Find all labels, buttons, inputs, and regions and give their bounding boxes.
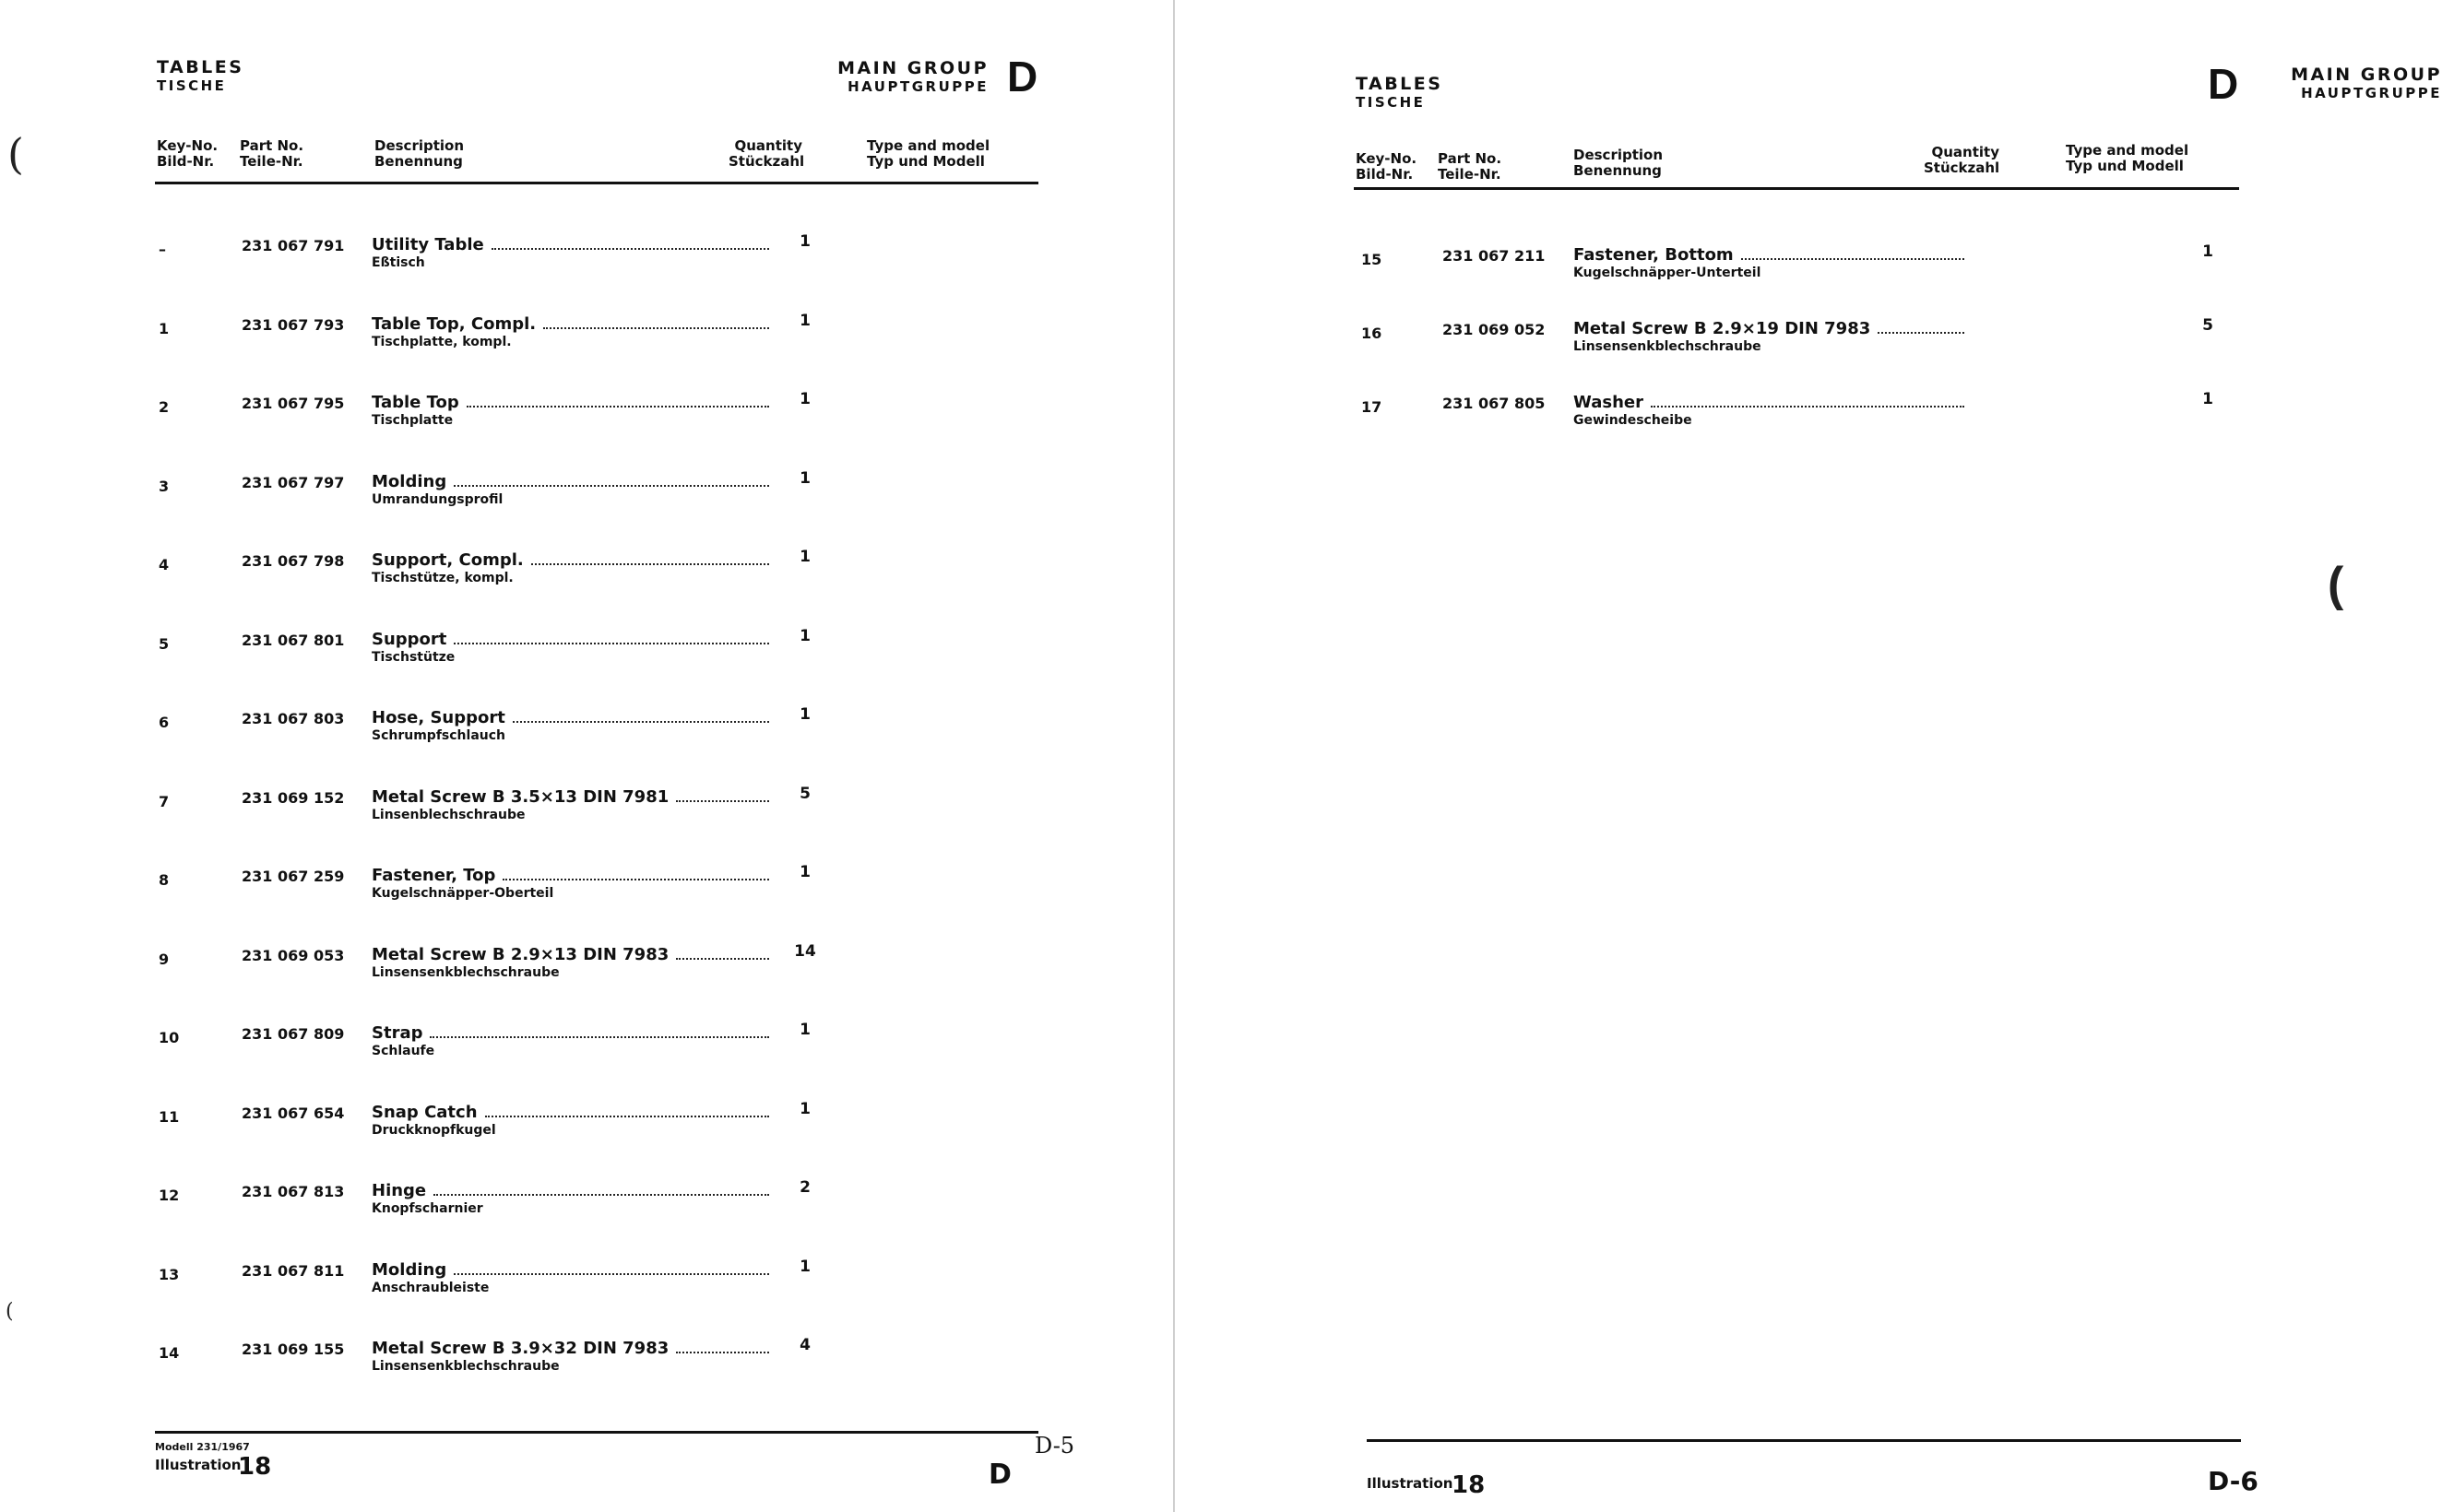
row-description bbox=[372, 314, 775, 334]
row-description-en: Snap Catch bbox=[372, 1102, 478, 1122]
row-description-de: Gewindescheibe bbox=[1573, 413, 1692, 428]
leader-dots bbox=[467, 406, 769, 408]
row-key-number: 7 bbox=[159, 792, 170, 810]
leader-dots bbox=[676, 958, 769, 960]
leader-dots bbox=[676, 1352, 769, 1353]
row-description bbox=[372, 1339, 775, 1358]
row-description-en: Molding bbox=[372, 1259, 447, 1280]
row-description bbox=[372, 787, 775, 807]
row-part-number: 231 067 797 bbox=[242, 473, 345, 491]
row-quantity: 5 bbox=[800, 784, 811, 803]
row-description-de: Anschraubleiste bbox=[372, 1280, 490, 1295]
row-description-de: Tischstütze bbox=[372, 649, 456, 665]
row-description-en: Fastener, Bottom bbox=[1573, 245, 1734, 265]
section-title-en: TABLES bbox=[1356, 74, 1443, 94]
row-key-number: 3 bbox=[159, 477, 170, 495]
row-quantity: 1 bbox=[2202, 242, 2213, 261]
leader-dots bbox=[676, 800, 769, 802]
row-description-en: Table Top, Compl. bbox=[372, 313, 537, 334]
row-description bbox=[372, 1181, 775, 1200]
row-key-number: 12 bbox=[159, 1187, 180, 1204]
row-part-number: 231 067 813 bbox=[242, 1183, 345, 1200]
main-group-de: HAUPTGRUPPE bbox=[848, 78, 989, 95]
col-head-part: Part No. Teile-Nr. bbox=[240, 137, 304, 170]
row-part-number: 231 067 795 bbox=[242, 395, 345, 412]
footer-rule bbox=[155, 1431, 1038, 1434]
main-group-en: MAIN GROUP bbox=[2291, 65, 2442, 85]
col-head-quantity: Quantity Stückzahl bbox=[1924, 144, 2000, 176]
table-row bbox=[0, 1099, 1173, 1140]
page-code: D-6 bbox=[2208, 1466, 2258, 1496]
leader-dots bbox=[513, 721, 769, 723]
row-description-de: Knopfscharnier bbox=[372, 1201, 483, 1216]
row-key-number: 4 bbox=[159, 556, 170, 573]
main-group-letter: D bbox=[2208, 60, 2239, 108]
row-description-en: Support, Compl. bbox=[372, 550, 524, 570]
row-part-number: 231 067 803 bbox=[242, 710, 345, 727]
row-key-number: 2 bbox=[159, 398, 170, 416]
row-description-en: Strap bbox=[372, 1023, 423, 1043]
row-part-number: 231 067 811 bbox=[242, 1261, 345, 1280]
footer-model: Modell 231/1967 bbox=[155, 1441, 250, 1453]
table-row bbox=[0, 784, 1173, 824]
row-key-number: 5 bbox=[159, 634, 170, 653]
row-description bbox=[1573, 393, 1970, 412]
table-row bbox=[0, 1023, 1173, 1060]
row-description-de: Kugelschnäpper-Oberteil bbox=[372, 886, 554, 901]
section-title-en: TABLES bbox=[157, 57, 244, 77]
row-description bbox=[372, 630, 775, 649]
table-row bbox=[0, 311, 1173, 351]
row-part-number: 231 067 793 bbox=[242, 315, 345, 334]
col-head-part: Part No. Teile-Nr. bbox=[1438, 150, 1502, 183]
leader-dots bbox=[454, 1273, 769, 1275]
row-description-de: Kugelschnäpper-Unterteil bbox=[1573, 266, 1761, 280]
row-description-de: Druckknopfkugel bbox=[372, 1122, 496, 1138]
row-quantity: 1 bbox=[2202, 390, 2213, 408]
row-description-en: Metal Screw B 3.5×13 DIN 7981 bbox=[372, 786, 670, 807]
row-quantity: 1 bbox=[800, 626, 811, 645]
row-part-number: 231 069 052 bbox=[1442, 321, 1546, 338]
leader-dots bbox=[503, 879, 769, 880]
leader-dots bbox=[454, 643, 769, 644]
row-description-de: Linsensenkblechschraube bbox=[1573, 339, 1761, 354]
row-key-number: 17 bbox=[1361, 398, 1382, 416]
row-part-number: 231 067 798 bbox=[242, 552, 345, 570]
handwritten-page-code: D-5 bbox=[1035, 1433, 1075, 1459]
leader-dots bbox=[454, 485, 769, 487]
leader-dots bbox=[492, 248, 769, 250]
section-title-de: TISCHE bbox=[1356, 94, 1426, 111]
section-title bbox=[1356, 75, 1442, 112]
row-key-number: 15 bbox=[1361, 251, 1382, 268]
row-quantity: 1 bbox=[800, 468, 811, 488]
row-description-de: Linsensenkblechschraube bbox=[372, 1359, 560, 1374]
row-description bbox=[372, 235, 775, 254]
row-description-de: Eßtisch bbox=[372, 255, 425, 270]
table-row bbox=[0, 468, 1173, 509]
row-part-number: 231 067 809 bbox=[242, 1025, 345, 1043]
footer-illustration-number: 18 bbox=[238, 1453, 272, 1481]
scan-artifact-mark: ( bbox=[2328, 558, 2344, 611]
leader-dots bbox=[430, 1036, 769, 1038]
row-key-number: 16 bbox=[1361, 325, 1382, 342]
row-description bbox=[372, 472, 775, 491]
row-quantity: 1 bbox=[800, 390, 811, 408]
row-description-de: Umrandungsprofil bbox=[372, 491, 504, 507]
row-description-en: Metal Screw B 2.9×19 DIN 7983 bbox=[1573, 319, 1871, 338]
row-quantity: 1 bbox=[800, 1021, 811, 1039]
table-row bbox=[0, 1178, 1173, 1218]
row-key-number: 10 bbox=[159, 1029, 180, 1046]
row-part-number: 231 067 805 bbox=[1442, 395, 1546, 412]
row-description-en: Fastener, Top bbox=[372, 866, 496, 885]
row-part-number: 231 069 152 bbox=[242, 788, 345, 807]
leader-dots bbox=[543, 327, 769, 329]
table-row bbox=[0, 705, 1173, 745]
row-description-de: Linsenblechschraube bbox=[372, 807, 526, 822]
row-part-number: 231 069 053 bbox=[242, 946, 345, 964]
row-description bbox=[1573, 245, 1970, 265]
footer-illustration-label: Illustration bbox=[1367, 1475, 1453, 1492]
row-description-en: Washer bbox=[1573, 393, 1643, 412]
header-rule bbox=[1354, 187, 2239, 190]
row-description bbox=[372, 1103, 775, 1122]
row-description-de: Tischplatte, kompl. bbox=[372, 334, 512, 349]
row-description-de: Schrumpfschlauch bbox=[372, 728, 505, 743]
row-part-number: 231 067 211 bbox=[1442, 247, 1546, 265]
main-group-en: MAIN GROUP bbox=[837, 58, 989, 78]
row-part-number: 231 069 155 bbox=[242, 1341, 345, 1358]
section-title bbox=[157, 58, 243, 95]
row-part-number: 231 067 801 bbox=[242, 631, 345, 649]
scan-artifact-mark: ( bbox=[7, 129, 24, 179]
row-key-number: 11 bbox=[159, 1107, 180, 1126]
row-quantity: 1 bbox=[800, 863, 811, 881]
row-quantity: 1 bbox=[800, 1257, 811, 1276]
row-description-de: Schlaufe bbox=[372, 1044, 435, 1058]
main-group-letter: D bbox=[1007, 53, 1038, 100]
col-head-description: Description Benennung bbox=[374, 137, 465, 170]
leader-dots bbox=[433, 1194, 769, 1196]
leader-dots bbox=[531, 563, 769, 565]
main-group-de: HAUPTGRUPPE bbox=[2301, 85, 2442, 101]
page-right bbox=[1175, 0, 2442, 1512]
leader-dots bbox=[485, 1116, 769, 1117]
table-row bbox=[0, 863, 1173, 903]
scan-artifact-mark: ( bbox=[6, 1300, 14, 1323]
table-row bbox=[0, 941, 1173, 982]
row-description bbox=[372, 393, 775, 412]
row-description-en: Hinge bbox=[372, 1181, 427, 1200]
col-head-type: Type and model Typ und Modell bbox=[867, 137, 990, 170]
row-description-en: Support bbox=[372, 629, 447, 649]
col-head-key: Key-No. Bild-Nr. bbox=[1356, 150, 1417, 183]
row-description bbox=[372, 866, 775, 885]
table-row bbox=[0, 390, 1173, 430]
footer-illustration-label: Illustration bbox=[155, 1457, 242, 1473]
row-description-en: Metal Screw B 3.9×32 DIN 7983 bbox=[372, 1339, 670, 1358]
row-part-number: 231 067 259 bbox=[242, 868, 345, 885]
row-key-number: 6 bbox=[159, 714, 170, 731]
row-quantity: 5 bbox=[2202, 316, 2213, 335]
page-left bbox=[0, 0, 1173, 1512]
table-row bbox=[1175, 242, 2341, 282]
table-row bbox=[0, 1257, 1173, 1297]
row-description-en: Table Top bbox=[372, 393, 459, 412]
table-row bbox=[0, 232, 1173, 272]
row-description bbox=[372, 1023, 775, 1043]
row-quantity: 2 bbox=[800, 1178, 811, 1197]
table-row bbox=[0, 626, 1173, 667]
row-description bbox=[372, 945, 775, 964]
col-head-quantity: Quantity Stückzahl bbox=[729, 137, 805, 170]
col-head-description: Description Benennung bbox=[1573, 147, 1664, 179]
row-description-en: Hose, Support bbox=[372, 708, 505, 727]
col-head-type: Type and model Typ und Modell bbox=[2066, 142, 2189, 174]
row-key-number: 9 bbox=[159, 950, 170, 968]
table-row bbox=[1175, 390, 2341, 430]
row-description bbox=[372, 1260, 775, 1280]
row-key-number: – bbox=[159, 241, 166, 258]
row-part-number: 231 067 791 bbox=[242, 237, 345, 254]
row-description-de: Tischplatte bbox=[372, 413, 454, 428]
row-quantity: 1 bbox=[800, 548, 811, 566]
row-description bbox=[372, 550, 775, 570]
row-description-en: Utility Table bbox=[372, 235, 484, 254]
row-quantity: 1 bbox=[800, 1099, 811, 1118]
leader-dots bbox=[1878, 332, 1964, 334]
row-description bbox=[1573, 319, 1970, 338]
section-title-de: TISCHE bbox=[157, 77, 227, 94]
col-head-key: Key-No. Bild-Nr. bbox=[157, 137, 219, 170]
main-group-label bbox=[830, 59, 989, 96]
row-key-number: 8 bbox=[159, 871, 170, 889]
row-quantity: 1 bbox=[800, 705, 811, 724]
row-quantity: 1 bbox=[800, 232, 811, 251]
leader-dots bbox=[1651, 406, 1964, 408]
row-description-en: Metal Screw B 2.9×13 DIN 7983 bbox=[372, 944, 670, 964]
row-key-number: 13 bbox=[159, 1265, 180, 1283]
leader-dots bbox=[1741, 258, 1964, 260]
table-row bbox=[0, 550, 1173, 587]
row-part-number: 231 067 654 bbox=[242, 1104, 345, 1122]
page-code: D bbox=[989, 1459, 1012, 1491]
row-description bbox=[372, 708, 775, 727]
table-row bbox=[1175, 316, 2341, 356]
row-key-number: 1 bbox=[159, 319, 170, 337]
footer-rule bbox=[1367, 1439, 2241, 1442]
table-row bbox=[0, 1336, 1173, 1376]
row-key-number: 14 bbox=[159, 1344, 180, 1362]
row-description-de: Linsensenkblechschraube bbox=[372, 964, 560, 980]
row-quantity: 1 bbox=[800, 311, 811, 330]
header-rule bbox=[155, 182, 1038, 184]
footer-illustration-number: 18 bbox=[1452, 1471, 1486, 1499]
row-description-en: Molding bbox=[372, 471, 447, 491]
main-group-label bbox=[2282, 65, 2442, 102]
row-quantity: 14 bbox=[794, 941, 816, 961]
row-quantity: 4 bbox=[800, 1336, 811, 1354]
row-description-de: Tischstütze, kompl. bbox=[372, 571, 514, 585]
